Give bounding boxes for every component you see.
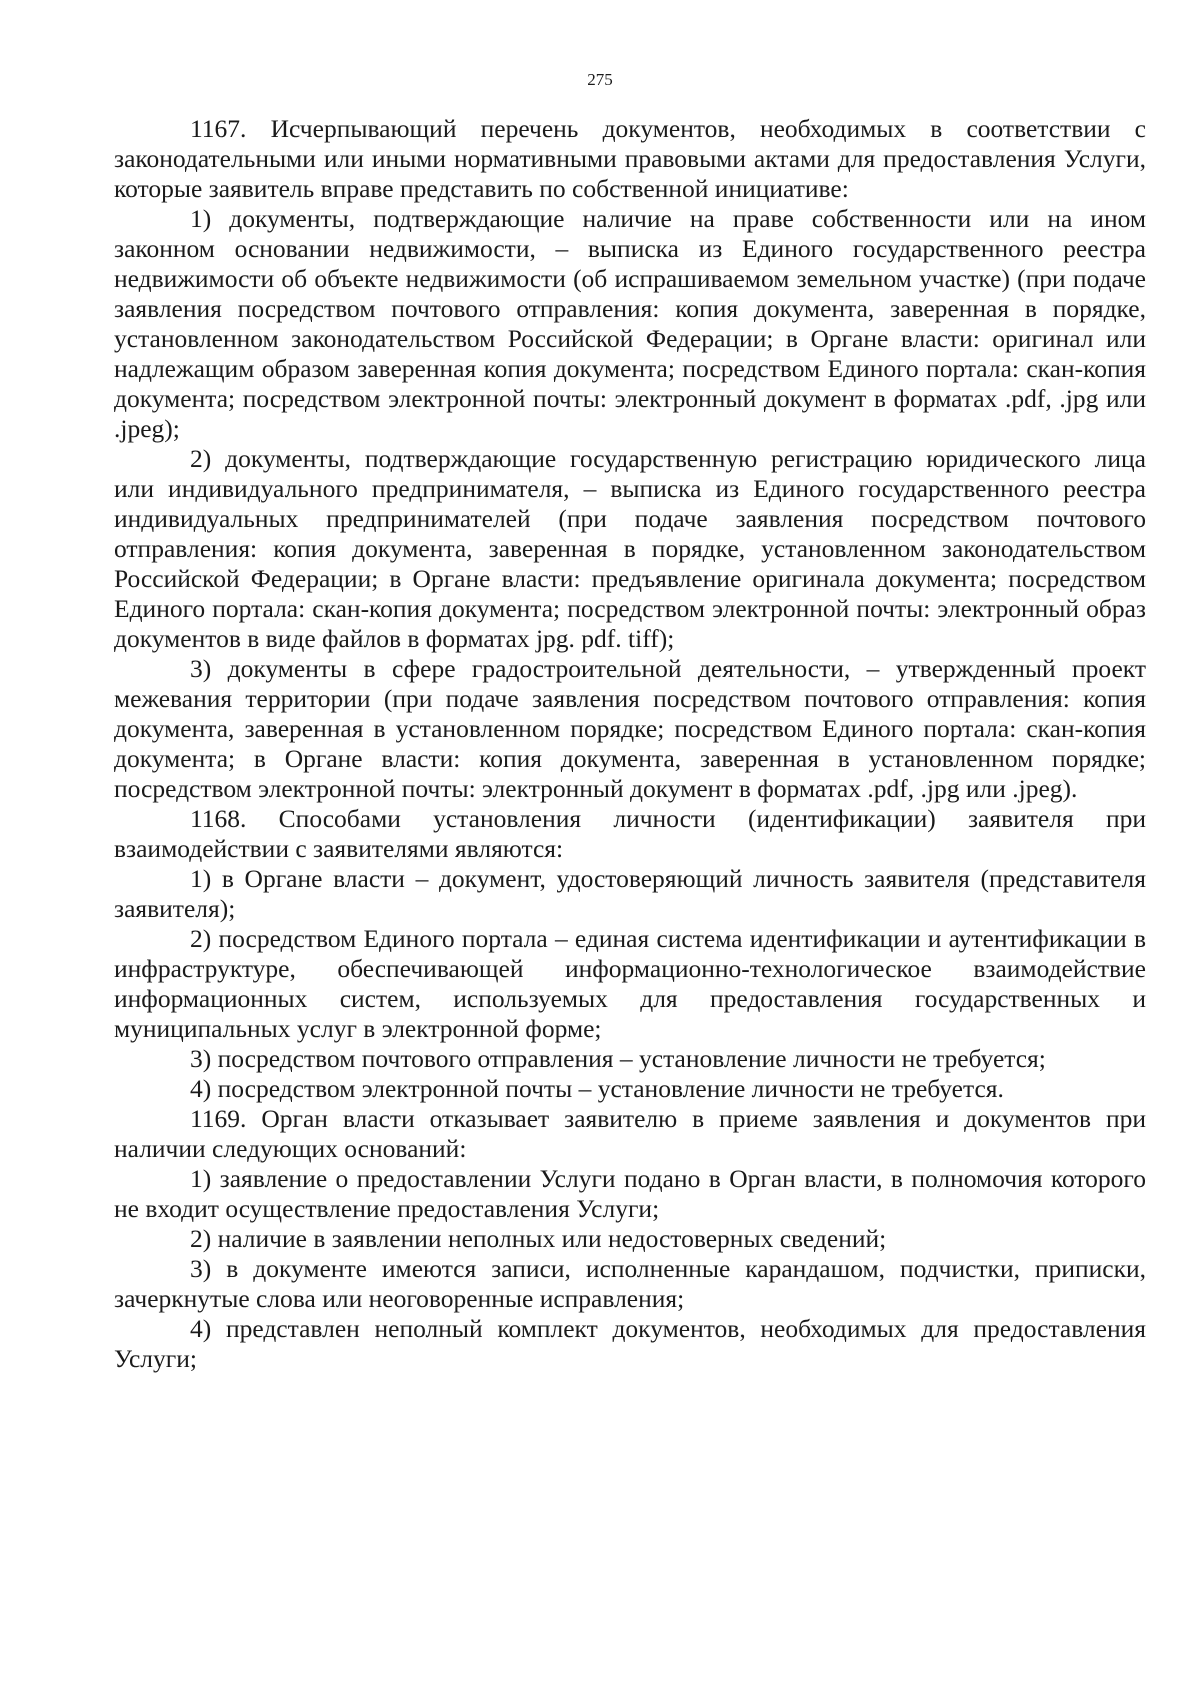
paragraph-1167-item-3: 3) документы в сфере градостроительной деятельности, – утвержденный проект межевания территории (при подаче заявления посредством почтового отправления: копия документа, заверенная в установленном порядке; посредством Единого портала: скан-копия документа; в Органе власти: копия документа, заверенная в установленном порядке; посредством электронной почты: электронный документ в форматах .pdf, .jpg или .jpeg). bbox=[114, 654, 1146, 803]
paragraph-1169-heading: 1169. Орган власти отказывает заявителю в приеме заявления и документов при наличии следующих оснований: bbox=[114, 1104, 1146, 1163]
paragraph-1167-item-2: 2) документы, подтверждающие государственную регистрацию юридического лица или индивидуального предпринимателя, – выписка из Единого государственного реестра индивидуальных предпринимателей (при подаче заявления посредством почтового отправления: копия документа, заверенная в порядке, установленном законодательством Российской Федерации; в Органе власти: предъявление оригинала документа; посредством Единого портала: скан-копия документа; посредством электронной почты: электронный образ документов в виде файлов в форматах jpg. pdf. tiff); bbox=[114, 444, 1146, 653]
paragraph-1169-item-1: 1) заявление о предоставлении Услуги подано в Орган власти, в полномочия которого не входит осуществление предоставления Услуги; bbox=[114, 1164, 1146, 1223]
paragraph-1167-heading: 1167. Исчерпывающий перечень документов, необходимых в соответствии с законодательными или иными нормативными правовыми актами для предоставления Услуги, которые заявитель вправе представить по собственной инициативе: bbox=[114, 114, 1146, 203]
paragraph-1169-item-4: 4) представлен неполный комплект документов, необходимых для предоставления Услуги; bbox=[114, 1314, 1146, 1373]
paragraph-1168-item-1: 1) в Органе власти – документ, удостоверяющий личность заявителя (представителя заявителя); bbox=[114, 864, 1146, 923]
paragraph-1168-heading: 1168. Способами установления личности (идентификации) заявителя при взаимодействии с заявителями являются: bbox=[114, 804, 1146, 863]
paragraph-1168-item-2: 2) посредством Единого портала – единая система идентификации и аутентификации в инфраструктуре, обеспечивающей информационно-технологическое взаимодействие информационных систем, используемых для предоставления государственных и муниципальных услуг в электронной форме; bbox=[114, 924, 1146, 1043]
paragraph-1168-item-3: 3) посредством почтового отправления – установление личности не требуется; bbox=[190, 1044, 1046, 1073]
paragraph-1168-item-4: 4) посредством электронной почты – установление личности не требуется. bbox=[190, 1074, 1004, 1103]
paragraph-1169-item-2: 2) наличие в заявлении неполных или недостоверных сведений; bbox=[190, 1224, 887, 1253]
paragraph-1167-item-1: 1) документы, подтверждающие наличие на праве собственности или на ином законном основании недвижимости, – выписка из Единого государственного реестра недвижимости об объекте недвижимости (об испрашиваемом земельном участке) (при подаче заявления посредством почтового отправления: копия документа, заверенная в порядке, установленном законодательством Российской Федерации; в Органе власти: оригинал или надлежащим образом заверенная копия документа; посредством Единого портала: скан-копия документа; посредством электронной почты: электронный документ в форматах .pdf, .jpg или .jpeg); bbox=[114, 204, 1146, 443]
document-body bbox=[114, 114, 1146, 1374]
page-number: 275 bbox=[587, 70, 613, 89]
paragraph-1169-item-3: 3) в документе имеются записи, исполненные карандашом, подчистки, приписки, зачеркнутые слова или неоговоренные исправления; bbox=[114, 1254, 1146, 1313]
